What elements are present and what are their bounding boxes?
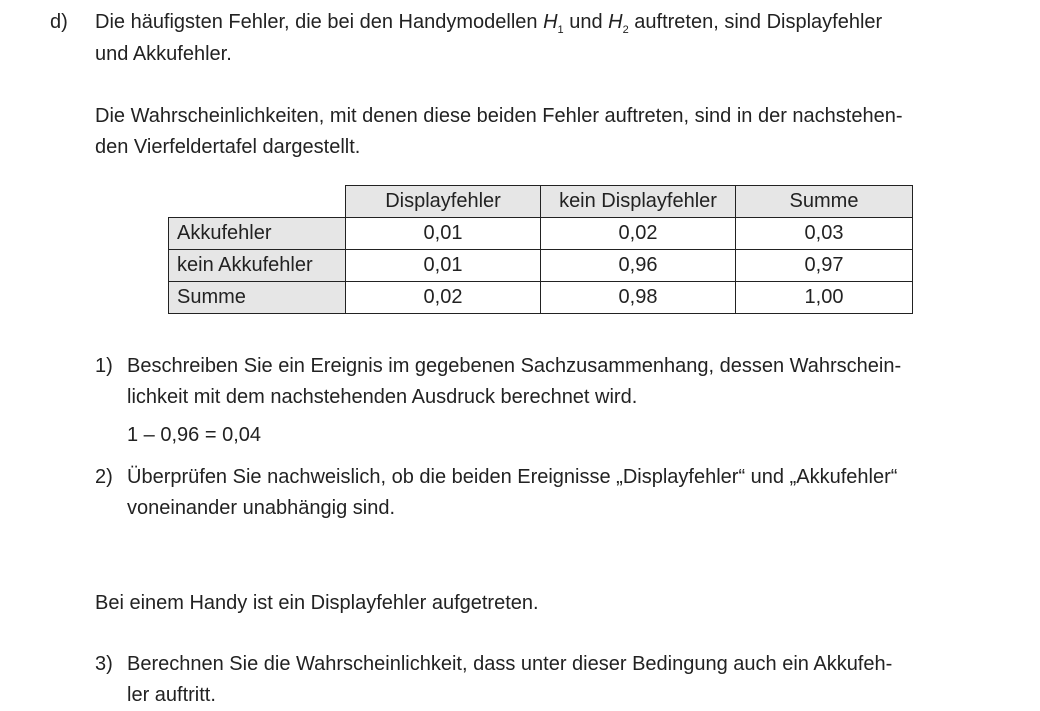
h1-subscript: 1 xyxy=(557,24,564,36)
question-2-line-1: Überprüfen Sie nachweislich, ob die beiden Ereignisse „Displayfehler“ und „Akkufehler“ xyxy=(127,466,898,488)
table-cell: 0,02 xyxy=(541,218,736,250)
question-3-line-1: Berechnen Sie die Wahrscheinlichkeit, dass unter dieser Bedingung auch ein Akkufeh- xyxy=(127,653,893,675)
question-1-line-2: lichkeit mit dem nachstehenden Ausdruck berechnet wird. xyxy=(127,386,638,408)
table-corner xyxy=(169,186,346,218)
question-1-formula: 1 – 0,96 = 0,04 xyxy=(127,424,262,446)
table-cell: 0,01 xyxy=(346,218,541,250)
table-cell: 0,97 xyxy=(736,250,913,282)
question-2-line-2: voneinander unabhängig sind. xyxy=(127,497,395,519)
column-header-displayfehler: Displayfehler xyxy=(346,186,541,218)
row-header-akkufehler: Akkufehler xyxy=(169,218,346,250)
question-3-number: 3) xyxy=(95,653,113,675)
question-1-line-1: Beschreiben Sie ein Ereignis im gegebenen Sachzusammenhang, dessen Wahrschein- xyxy=(127,355,902,377)
column-header-summe: Summe xyxy=(736,186,913,218)
table-cell: 0,01 xyxy=(346,250,541,282)
table-cell: 1,00 xyxy=(736,282,913,314)
question-1-number: 1) xyxy=(95,355,113,377)
condition-text: Bei einem Handy ist ein Displayfehler aufgetreten. xyxy=(95,592,539,614)
h2-symbol: H xyxy=(608,11,623,33)
contingency-table xyxy=(168,185,913,314)
row-header-kein-akkufehler: kein Akkufehler xyxy=(169,250,346,282)
intro-text-a: Die häufigsten Fehler, die bei den Handymodellen xyxy=(95,11,544,33)
question-3-line-2: ler auftritt. xyxy=(127,684,216,706)
table-cell: 0,02 xyxy=(346,282,541,314)
table-cell: 0,96 xyxy=(541,250,736,282)
intro-line-1 xyxy=(95,12,882,36)
paragraph2-line-2: den Vierfeldertafel dargestellt. xyxy=(95,136,361,158)
h2-subscript: 2 xyxy=(622,24,629,36)
table-header-row xyxy=(169,186,913,218)
column-header-kein-displayfehler: kein Displayfehler xyxy=(541,186,736,218)
h1-symbol: H xyxy=(543,11,558,33)
paragraph2-line-1: Die Wahrscheinlichkeiten, mit denen diese beiden Fehler auftreten, sind in der nachstehen- xyxy=(95,105,903,127)
table-cell: 0,98 xyxy=(541,282,736,314)
row-header-summe: Summe xyxy=(169,282,346,314)
table-row xyxy=(169,218,913,250)
table-cell: 0,03 xyxy=(736,218,913,250)
task-label: d) xyxy=(50,11,68,33)
intro-text-c: auftreten, sind Displayfehler xyxy=(628,11,883,33)
table-row xyxy=(169,282,913,314)
intro-line-2: und Akkufehler. xyxy=(95,43,232,65)
table-row xyxy=(169,250,913,282)
intro-text-b: und xyxy=(563,11,609,33)
question-2-number: 2) xyxy=(95,466,113,488)
